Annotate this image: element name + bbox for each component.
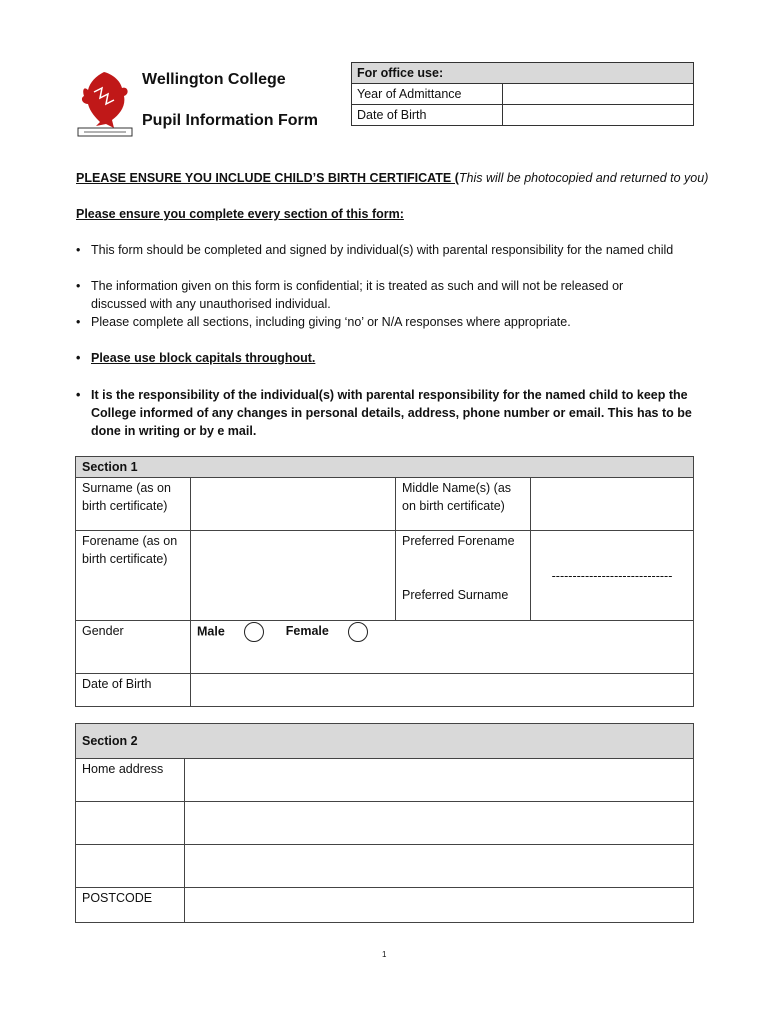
office-year-field[interactable] [503, 84, 694, 105]
middle-name-label: Middle Name(s) (as on birth certificate) [396, 478, 531, 531]
surname-label: Surname (as on birth certificate) [76, 478, 191, 531]
home-address-label: Home address [76, 759, 185, 802]
office-use-table [351, 62, 694, 126]
preferred-forename-label: Preferred Forename [402, 534, 515, 548]
section1-table [75, 456, 694, 707]
office-use-heading: For office use: [352, 63, 694, 84]
preferred-names-label [396, 531, 531, 621]
preferred-names-input[interactable] [531, 531, 694, 621]
female-radio[interactable] [348, 622, 368, 642]
section2-table [75, 723, 694, 923]
dob-input[interactable] [191, 674, 694, 707]
list-item: • This form should be completed and signed by individual(s) with parental responsibility for the named child [76, 241, 676, 259]
college-name: Wellington College [142, 71, 286, 88]
address-line-1-input[interactable] [185, 759, 694, 802]
certificate-notice: PLEASE ENSURE YOU INCLUDE CHILD’S BIRTH CERTIFICATE (This will be photocopied and returned to you) [76, 171, 709, 185]
list-item: • Please use block capitals throughout. [76, 349, 676, 367]
preferred-surname-label: Preferred Surname [402, 588, 509, 602]
gender-label: Gender [76, 621, 191, 674]
dash-line: ----------------------------- [551, 568, 673, 583]
dob-label: Date of Birth [76, 674, 191, 707]
wellington-crest-dragon-icon [76, 68, 134, 138]
postcode-input[interactable] [185, 888, 694, 923]
complete-notice: Please ensure you complete every section of this form: [76, 207, 404, 221]
section1-heading: Section 1 [76, 457, 694, 478]
forename-label: Forename (as on birth certificate) [76, 531, 191, 621]
office-row-label: Date of Birth [352, 105, 503, 126]
forename-input[interactable] [191, 531, 396, 621]
male-radio[interactable] [244, 622, 264, 642]
female-label: Female [285, 624, 329, 639]
office-row-label: Year of Admittance [352, 84, 503, 105]
college-crest [76, 68, 134, 138]
postcode-label: POSTCODE [76, 888, 185, 923]
gender-options [191, 621, 694, 674]
address-line-3-input[interactable] [185, 845, 694, 888]
page-number: 1 [382, 950, 387, 959]
surname-input[interactable] [191, 478, 396, 531]
male-label: Male [197, 624, 225, 639]
list-item: • The information given on this form is confidential; it is treated as such and will not be released or discussed with any unauthorised individual. [76, 277, 676, 313]
list-item: • It is the responsibility of the individual(s) with parental responsibility for the named child to keep the College informed of any changes in personal details, address, phone number or email. This has to be done in writing or by e mail. [76, 386, 696, 440]
form-title: Pupil Information Form [142, 112, 318, 129]
section2-heading: Section 2 [76, 724, 694, 759]
office-dob-field[interactable] [503, 105, 694, 126]
address-line-2-input[interactable] [185, 802, 694, 845]
middle-name-input[interactable] [531, 478, 694, 531]
list-item: • Please complete all sections, including giving ‘no’ or N/A responses where appropriate. [76, 313, 696, 331]
